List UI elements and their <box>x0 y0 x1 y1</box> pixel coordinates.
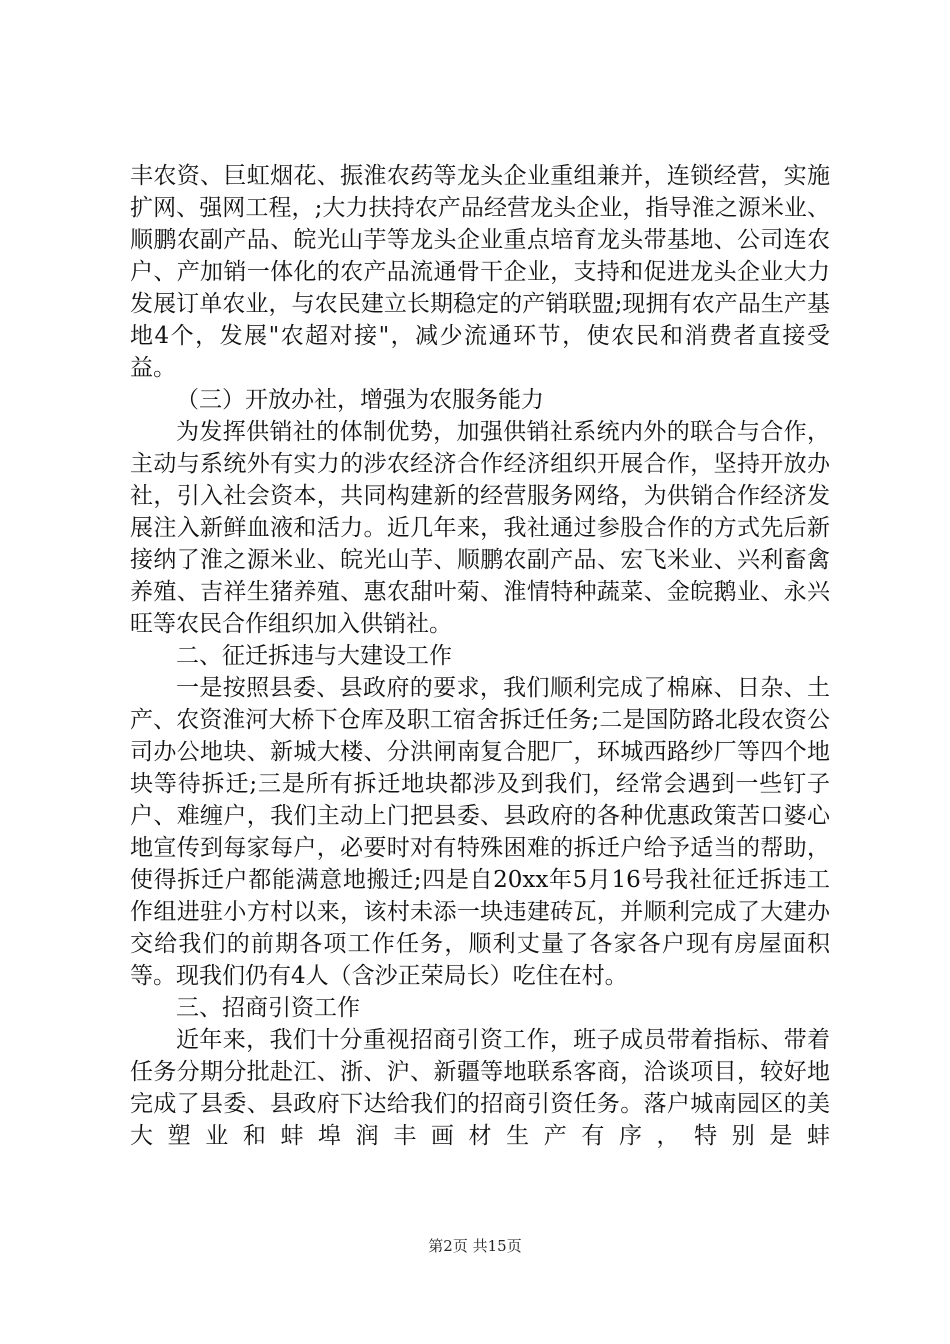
page-footer: 第2页 共15页 <box>428 1237 522 1255</box>
section-heading-open-cooperative: （三）开放办社，增强为农服务能力 <box>176 387 544 413</box>
section-heading-investment: 三、招商引资工作 <box>176 995 360 1021</box>
paragraph-continuation: 丰农资、巨虹烟花、振淮农药等龙头企业重组兼并，连锁经营，实施扩网、强网工程，;大力扶持农产品经营龙头企业，指导淮之源米业、顺鹏农副产品、皖光山芋等龙头企业重点培育龙头带基地、公司连农户、产加销一体化的农产品流通骨干企业，支持和促进龙头企业大力发展订单农业，与农民建立长期稳定的产销联盟;现拥有农产品生产基地4个，发展"农超对接"，减少流通环节，使农民和消费者直接受益。 <box>130 163 830 381</box>
section-heading-demolition: 二、征迁拆违与大建设工作 <box>176 643 452 669</box>
paragraph-demolition: 一是按照县委、县政府的要求，我们顺利完成了棉麻、日杂、土产、农资淮河大桥下仓库及职工宿舍拆迁任务;二是国防路北段农资公司办公地块、新城大楼、分洪闸南复合肥厂，环城西路纱厂等四个地块等待拆迁;三是所有拆迁地块都涉及到我们，经常会遇到一些钉子户、难缠户，我们主动上门把县委、县政府的各种优惠政策苦口婆心地宣传到每家每户，必要时对有特殊困难的拆迁户给予适当的帮助，使得拆迁户都能满意地搬迁;四是自20xx年5月16号我社征迁拆违工作组进驻小方村以来，该村未添一块违建砖瓦，并顺利完成了大建办交给我们的前期各项工作任务，顺利丈量了各家各户现有房屋面积等。现我们仍有4人（含沙正荣局长）吃住在村。 <box>130 675 830 989</box>
paragraph-open-cooperative: 为发挥供销社的体制优势，加强供销社系统内外的联合与合作，主动与系统外有实力的涉农经济合作经济组织开展合作，坚持开放办社，引入社会资本，共同构建新的经营服务网络，为供销合作经济发展注入新鲜血液和活力。近几年来，我社通过参股合作的方式先后新接纳了淮之源米业、皖光山芋、顺鹏农副产品、宏飞米业、兴利畜禽养殖、吉祥生猪养殖、惠农甜叶菊、淮情特种蔬菜、金皖鹅业、永兴旺等农民合作组织加入供销社。 <box>130 419 830 637</box>
paragraph-investment: 近年来，我们十分重视招商引资工作，班子成员带着指标、带着任务分期分批赴江、浙、沪、新疆等地联系客商，洽谈项目，较好地完成了县委、县政府下达给我们的招商引资任务。落户城南园区的美大塑业和蚌埠润丰画材生产有序，特别是蚌 <box>130 1027 830 1149</box>
document-page <box>130 160 830 1152</box>
